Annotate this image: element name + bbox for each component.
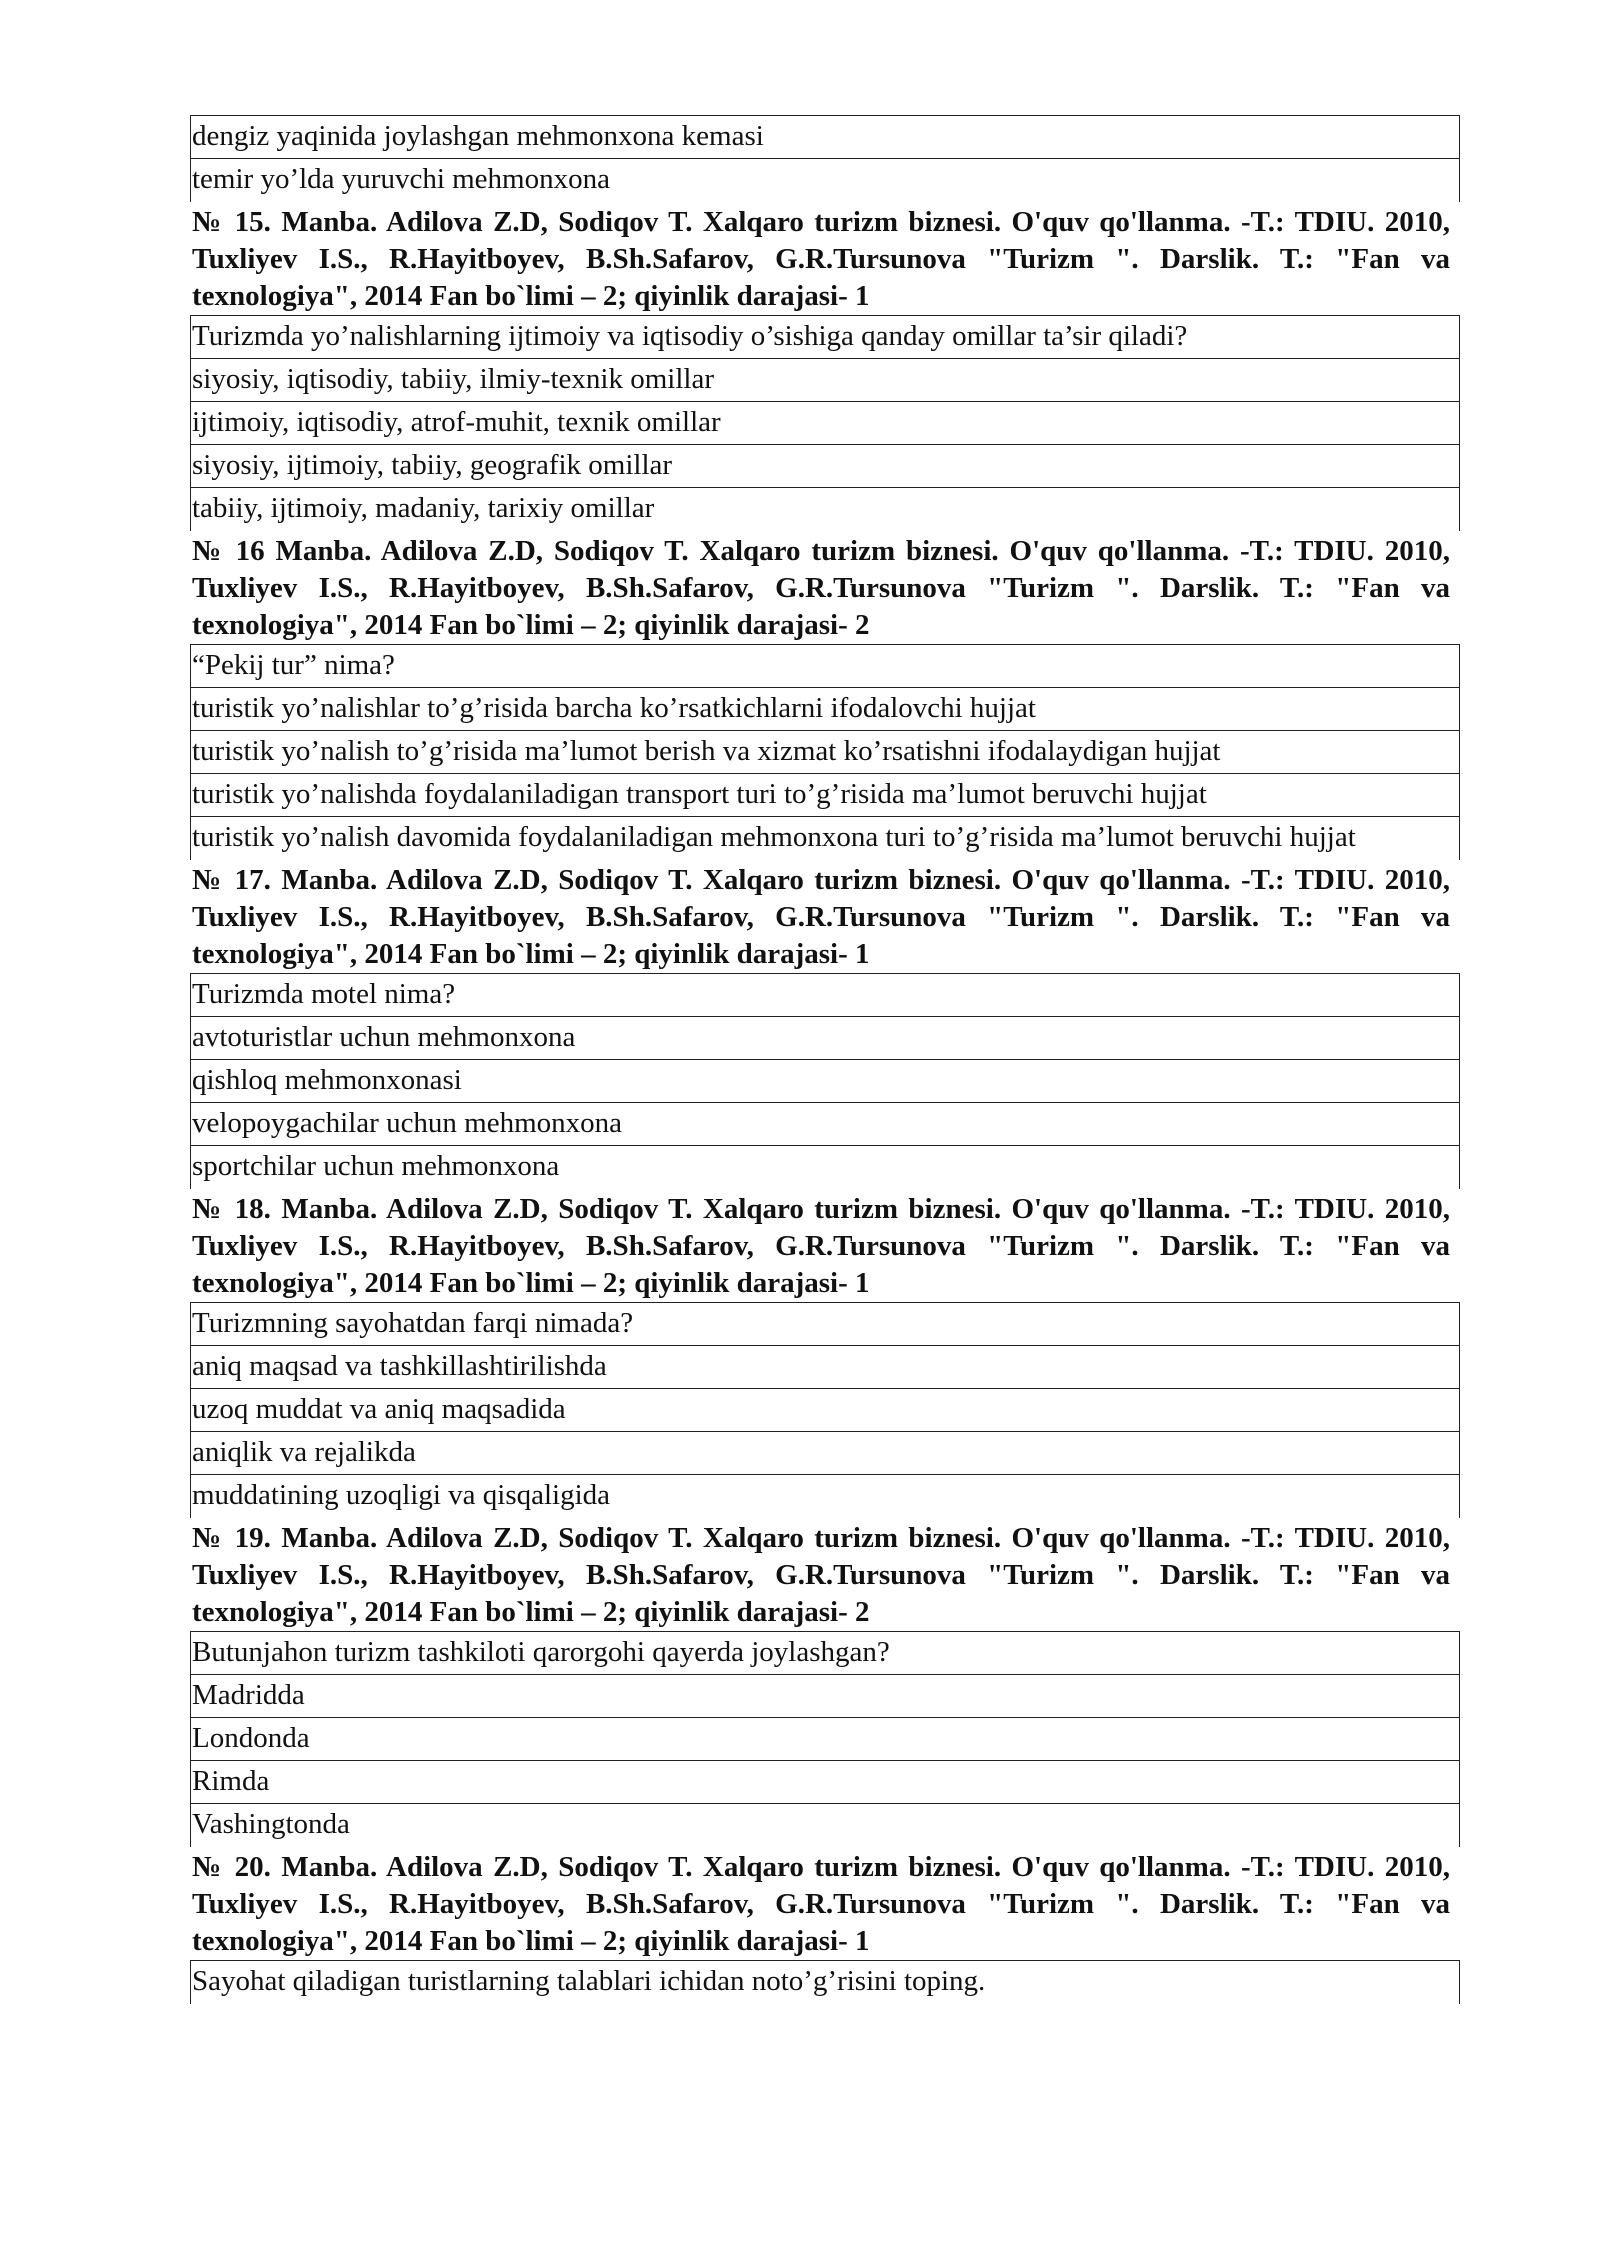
question-table	[190, 1960, 1460, 2004]
question-text: Turizmning sayohatdan farqi nimada?	[191, 1303, 1459, 1346]
question-table	[190, 973, 1460, 1189]
answer-option: Londonda	[191, 1718, 1459, 1761]
answer-option: aniq maqsad va tashkillashtirilishda	[191, 1346, 1459, 1389]
answer-option: turistik yo’nalish davomida foydalaniladigan mehmonxona turi to’g’risida ma’lumot beruvchi hujjat	[192, 821, 1356, 853]
question-header: № 19. Manba. Adilova Z.D, Sodiqov T. Xalqaro turizm biznesi. O'quv qo'llanma. -T.: TDIU. 2010, Tuxliyev I.S., R.Hayitboyev, B.Sh.Safarov, G.R.Tursunova "Turizm ". Darslik. T.: "Fan va texnologiya", 2014 Fan bo`limi – 2; qiyinlik darajasi- 2	[192, 1522, 1450, 1628]
answer-option: uzoq muddat va aniq maqsadida	[191, 1389, 1459, 1432]
question-header: № 18. Manba. Adilova Z.D, Sodiqov T. Xalqaro turizm biznesi. O'quv qo'llanma. -T.: TDIU. 2010, Tuxliyev I.S., R.Hayitboyev, B.Sh.Safarov, G.R.Tursunova "Turizm ". Darslik. T.: "Fan va texnologiya", 2014 Fan bo`limi – 2; qiyinlik darajasi- 1	[192, 1193, 1450, 1299]
question-header: № 17. Manba. Adilova Z.D, Sodiqov T. Xalqaro turizm biznesi. O'quv qo'llanma. -T.: TDIU. 2010, Tuxliyev I.S., R.Hayitboyev, B.Sh.Safarov, G.R.Tursunova "Turizm ". Darslik. T.: "Fan va texnologiya", 2014 Fan bo`limi – 2; qiyinlik darajasi- 1	[192, 864, 1450, 970]
answer-option: qishloq mehmonxonasi	[191, 1060, 1459, 1103]
answer-option: velopoygachilar uchun mehmonxona	[191, 1103, 1459, 1146]
question-table	[190, 644, 1460, 860]
answer-option: avtoturistlar uchun mehmonxona	[191, 1017, 1459, 1060]
question-table	[190, 315, 1460, 531]
question-text: Turizmda motel nima?	[191, 974, 1459, 1017]
answer-option: turistik yo’nalish to’g’risida ma’lumot berish va xizmat ko’rsatishni ifodalaydigan hujjat	[191, 731, 1459, 774]
answer-option: siyosiy, iqtisodiy, tabiiy, ilmiy-texnik omillar	[191, 359, 1459, 402]
question-text: Turizmda yo’nalishlarning ijtimoiy va iqtisodiy o’sishiga qanday omillar ta’sir qiladi?	[191, 316, 1459, 359]
answer-option: sportchilar uchun mehmonxona	[192, 1150, 560, 1182]
answer-table-prev	[190, 115, 1460, 202]
answer-option: dengiz yaqinida joylashgan mehmonxona kemasi	[191, 116, 1459, 159]
answer-option: muddatining uzoqligi va qisqaligida	[192, 1479, 611, 1511]
document-content	[190, 115, 1460, 2004]
answer-option: Vashingtonda	[192, 1808, 350, 1840]
question-text: “Pekij tur” nima?	[191, 645, 1459, 688]
question-table	[190, 1302, 1460, 1518]
answer-option: temir yo’lda yuruvchi mehmonxona	[192, 163, 610, 195]
question-header: № 15. Manba. Adilova Z.D, Sodiqov T. Xalqaro turizm biznesi. O'quv qo'llanma. -T.: TDIU. 2010, Tuxliyev I.S., R.Hayitboyev, B.Sh.Safarov, G.R.Tursunova "Turizm ". Darslik. T.: "Fan va texnologiya", 2014 Fan bo`limi – 2; qiyinlik darajasi- 1	[192, 206, 1450, 312]
question-header: № 16 Manba. Adilova Z.D, Sodiqov T. Xalqaro turizm biznesi. O'quv qo'llanma. -T.: TDIU. 2010, Tuxliyev I.S., R.Hayitboyev, B.Sh.Safarov, G.R.Tursunova "Turizm ". Darslik. T.: "Fan va texnologiya", 2014 Fan bo`limi – 2; qiyinlik darajasi- 2	[192, 535, 1450, 641]
question-text: Butunjahon turizm tashkiloti qarorgohi qayerda joylashgan?	[191, 1632, 1459, 1675]
answer-option: turistik yo’nalishda foydalaniladigan transport turi to’g’risida ma’lumot beruvchi hujjat	[191, 774, 1459, 817]
answer-option: ijtimoiy, iqtisodiy, atrof-muhit, texnik omillar	[191, 402, 1459, 445]
answer-option: Rimda	[191, 1761, 1459, 1804]
answer-option: aniqlik va rejalikda	[191, 1432, 1459, 1475]
answer-option: turistik yo’nalishlar to’g’risida barcha ko’rsatkichlarni ifodalovchi hujjat	[191, 688, 1459, 731]
question-table	[190, 1631, 1460, 1847]
answer-option: tabiiy, ijtimoiy, madaniy, tarixiy omillar	[192, 492, 655, 524]
question-text: Sayohat qiladigan turistlarning talablari ichidan noto’g’risini toping.	[192, 1965, 986, 1997]
answer-option: siyosiy, ijtimoiy, tabiiy, geografik omillar	[191, 445, 1459, 488]
answer-option: Madridda	[191, 1675, 1459, 1718]
question-header: № 20. Manba. Adilova Z.D, Sodiqov T. Xalqaro turizm biznesi. O'quv qo'llanma. -T.: TDIU. 2010, Tuxliyev I.S., R.Hayitboyev, B.Sh.Safarov, G.R.Tursunova "Turizm ". Darslik. T.: "Fan va texnologiya", 2014 Fan bo`limi – 2; qiyinlik darajasi- 1	[192, 1851, 1450, 1957]
